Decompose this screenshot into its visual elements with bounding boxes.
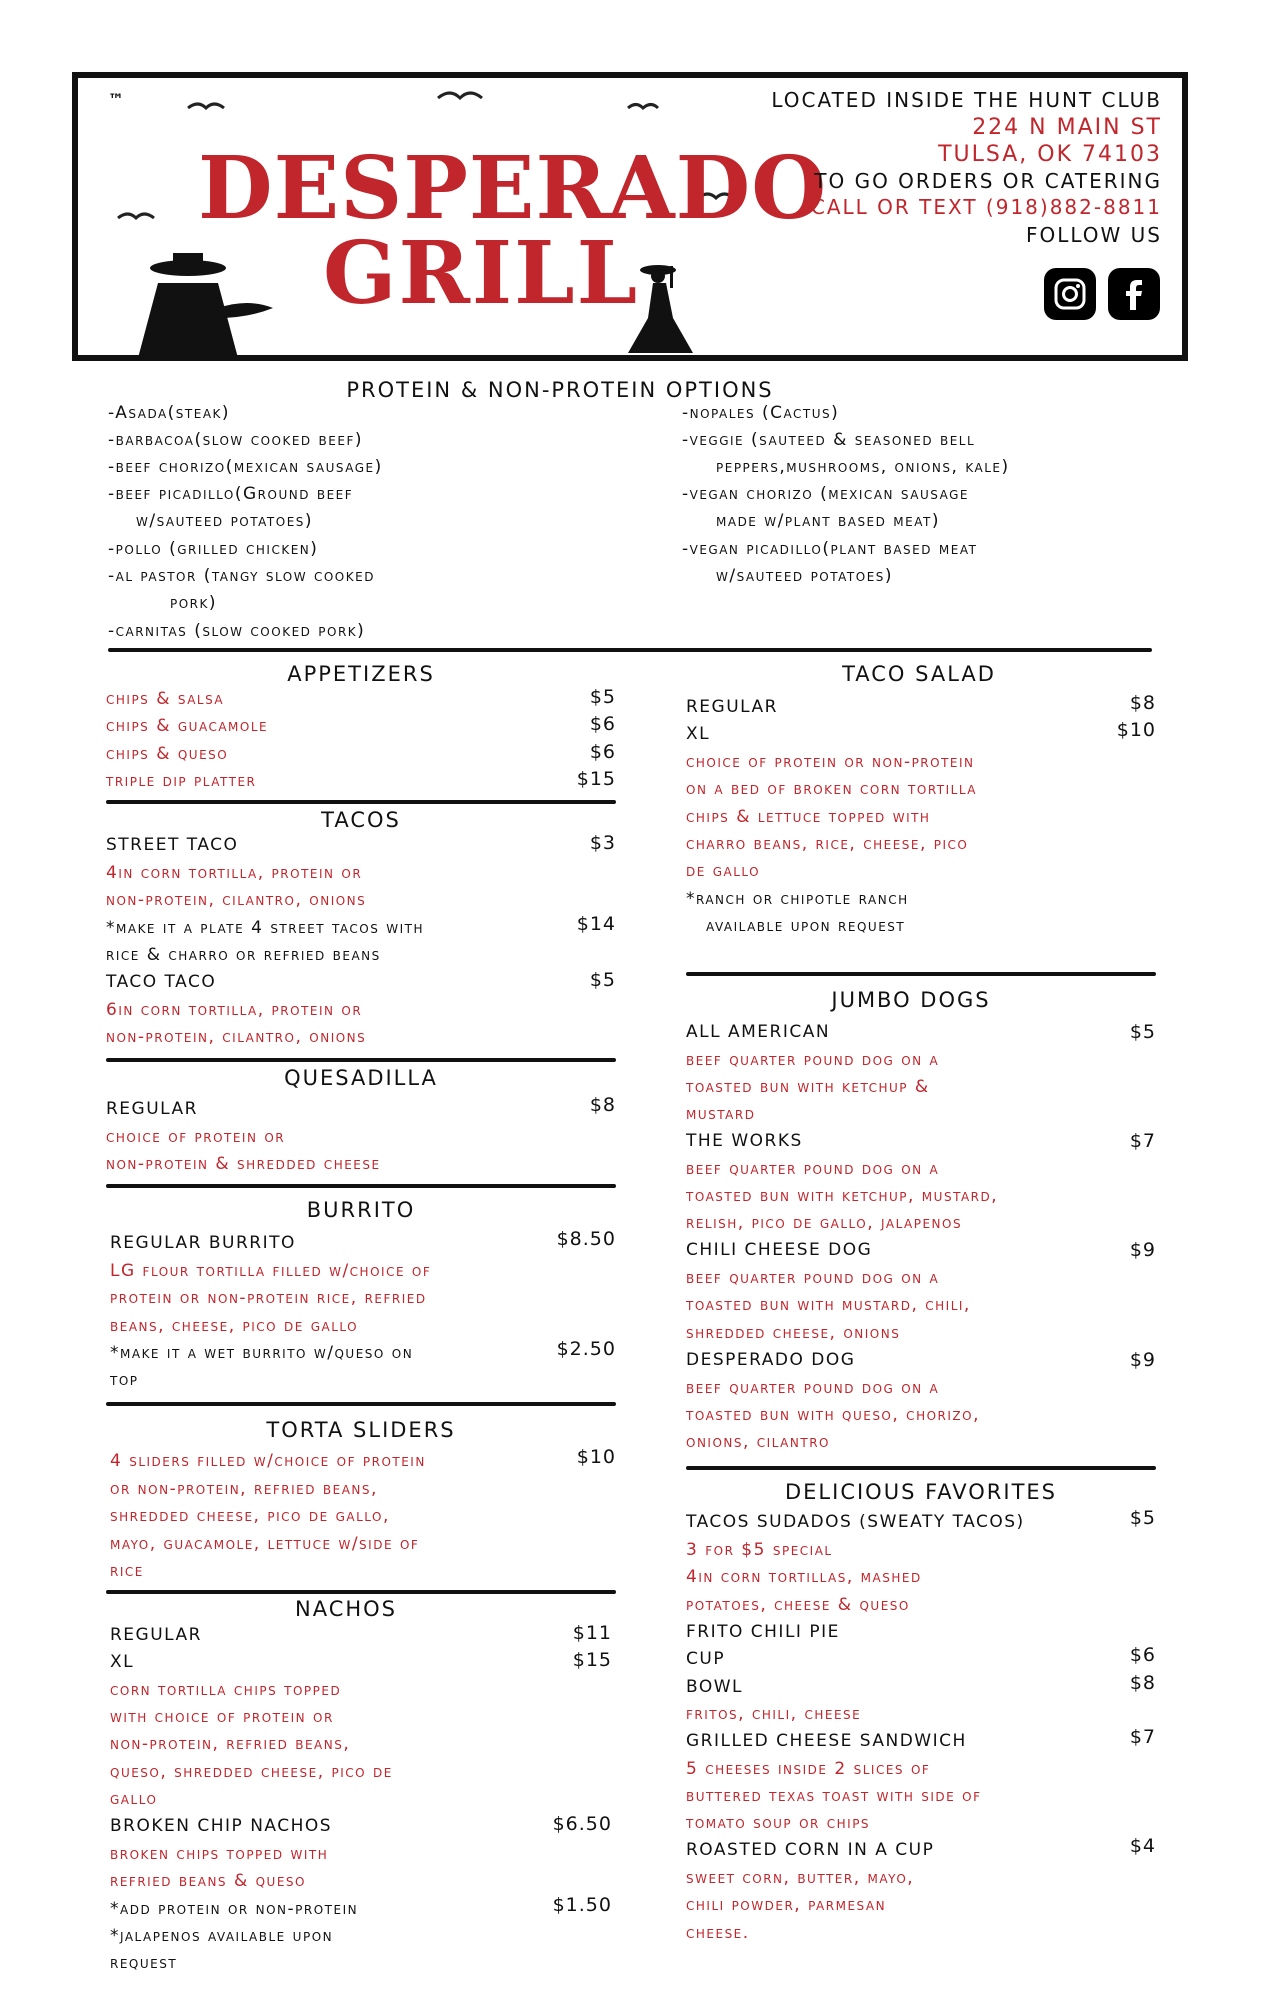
- taco-taco-desc: non-protein, cilantro, onions: [106, 1027, 367, 1047]
- taco-taco: TACO TACO: [106, 972, 217, 992]
- quesadilla-title: QUESADILLA: [284, 1066, 438, 1090]
- jalapeno-note: *jalapenos available upon: [110, 1926, 334, 1946]
- protein-item: w/sauteed potatoes): [716, 566, 894, 586]
- frito-cup-price: $6: [1129, 1644, 1156, 1666]
- nachos-regular-price: $11: [572, 1622, 612, 1644]
- phone-line[interactable]: CALL OR TEXT (918)882-8811: [810, 195, 1162, 219]
- burrito-title: BURRITO: [306, 1198, 416, 1222]
- dog-desc: toasted bun with mustard, chili,: [686, 1295, 971, 1315]
- torta-desc: or non-protein, refried beans,: [110, 1479, 378, 1499]
- logo-grill: GRILL: [323, 223, 640, 324]
- quesadilla-desc: non-protein & shredded cheese: [106, 1154, 381, 1174]
- dog-name: THE WORKS: [686, 1131, 803, 1151]
- dog-desc: beef quarter pound dog on a: [686, 1050, 940, 1070]
- logo-desperado: DESPERADO: [198, 138, 828, 239]
- quesadilla-price: $8: [589, 1094, 616, 1116]
- dog-desc: beef quarter pound dog on a: [686, 1268, 940, 1288]
- dog-name: DESPERADO DOG: [686, 1350, 856, 1370]
- taco-salad-xl-price: $10: [1116, 719, 1156, 741]
- taco-taco-price: $5: [589, 969, 616, 991]
- roasted-corn-desc: cheese.: [686, 1923, 750, 1943]
- taco-taco-desc: 6in corn tortilla, protein or: [106, 1000, 363, 1020]
- appetizer-item: chips & guacamole: [106, 716, 269, 736]
- plate-note: rice & charro or refried beans: [106, 945, 381, 965]
- taco-salad-desc: choice of protein or non-protein: [686, 752, 975, 772]
- dog-name: CHILI CHEESE DOG: [686, 1240, 873, 1260]
- nachos-desc: with choice of protein or: [110, 1707, 334, 1727]
- address-street: 224 N MAIN ST: [972, 115, 1162, 140]
- street-taco: STREET TACO: [106, 835, 239, 855]
- protein-item: w/sauteed potatoes): [136, 511, 314, 531]
- divider: [686, 1466, 1156, 1470]
- protein-item: -pollo (grilled chicken): [108, 539, 319, 559]
- torta-desc: mayo, guacamole, lettuce w/side of: [110, 1534, 420, 1554]
- divider: [108, 648, 1152, 652]
- plate-note: *make it a plate 4 street tacos with: [106, 918, 424, 938]
- protein-item: -carnitas (slow cooked pork): [108, 621, 366, 641]
- divider: [686, 972, 1156, 976]
- appetizer-price: $6: [589, 713, 616, 735]
- tacos-sudados-desc: 4in corn tortillas, mashed: [686, 1567, 922, 1587]
- protein-item: peppers,mushrooms, onions, kale): [716, 457, 1010, 477]
- dog-desc: toasted bun with queso, chorizo,: [686, 1405, 980, 1425]
- nachos-desc: corn tortilla chips topped: [110, 1680, 342, 1700]
- divider: [106, 1402, 616, 1406]
- appetizers-title: APPETIZERS: [287, 662, 435, 686]
- burrito-desc: protein or non-protein rice, refried: [110, 1288, 427, 1308]
- street-taco-desc: non-protein, cilantro, onions: [106, 890, 367, 910]
- address-city: TULSA, OK 74103: [938, 142, 1162, 167]
- protein-item: -nopales (Cactus): [682, 403, 840, 423]
- torta-desc: shredded cheese, pico de gallo,: [110, 1506, 390, 1526]
- dog-price: $9: [1129, 1239, 1156, 1261]
- cowboy-silhouette-icon: [118, 248, 278, 358]
- burrito-desc: LG flour tortilla filled w/choice of: [110, 1261, 432, 1281]
- wet-burrito-price: $2.50: [556, 1338, 616, 1360]
- nachos-xl: XL: [110, 1652, 135, 1672]
- roasted-corn-desc: sweet corn, butter, mayo,: [686, 1868, 915, 1888]
- divider: [106, 1184, 616, 1188]
- dog-desc: beef quarter pound dog on a: [686, 1378, 940, 1398]
- dog-desc: onions, cilantro: [686, 1432, 830, 1452]
- divider: [106, 1590, 616, 1594]
- wet-burrito: *make it a wet burrito w/queso on: [110, 1343, 414, 1363]
- grilled-cheese-desc: 5 cheeses inside 2 slices of: [686, 1759, 931, 1779]
- taco-salad-desc: de gallo: [686, 861, 761, 881]
- dog-desc: toasted bun with ketchup, mustard,: [686, 1186, 999, 1206]
- protein-item: -vegan picadillo(plant based meat: [682, 539, 978, 559]
- add-protein-price: $1.50: [552, 1894, 612, 1916]
- header-banner: [72, 72, 1188, 361]
- dog-desc: beef quarter pound dog on a: [686, 1159, 940, 1179]
- protein-item: -al pastor (tangy slow cooked: [108, 566, 375, 586]
- add-protein: *add protein or non-protein: [110, 1899, 359, 1919]
- torta-desc: 4 sliders filled w/choice of protein: [110, 1451, 426, 1471]
- nachos-desc: non-protein, refried beans,: [110, 1734, 351, 1754]
- frito-desc: fritos, chili, cheese: [686, 1704, 862, 1724]
- street-taco-desc: 4in corn tortilla, protein or: [106, 863, 363, 883]
- cowgirl-silhouette-icon: [618, 258, 698, 358]
- broken-chip-price: $6.50: [552, 1813, 612, 1835]
- protein-item: -veggie (sauteed & seasoned bell: [682, 430, 976, 450]
- frito-chili-pie: FRITO CHILI PIE: [686, 1622, 840, 1642]
- torta-desc: rice: [110, 1561, 144, 1581]
- favorites-title: DELICIOUS FAVORITES: [784, 1480, 1057, 1504]
- grilled-cheese-price: $7: [1129, 1726, 1156, 1748]
- frito-bowl: BOWL: [686, 1677, 744, 1697]
- dog-price: $7: [1129, 1130, 1156, 1152]
- plate-price: $14: [576, 913, 616, 935]
- appetizer-item: chips & salsa: [106, 689, 225, 709]
- taco-salad-desc: chips & lettuce topped with: [686, 807, 931, 827]
- venue-line: LOCATED INSIDE THE HUNT CLUB: [771, 88, 1162, 112]
- quesadilla-regular: REGULAR: [106, 1099, 198, 1119]
- facebook-icon[interactable]: [1108, 268, 1160, 320]
- roasted-corn-desc: chili powder, parmesan: [686, 1895, 887, 1915]
- appetizer-price: $5: [589, 686, 616, 708]
- dog-desc: toasted bun with ketchup &: [686, 1077, 930, 1097]
- orders-line: TO GO ORDERS OR CATERING: [814, 169, 1162, 193]
- roasted-corn-price: $4: [1129, 1835, 1156, 1857]
- divider: [106, 800, 616, 804]
- nachos-regular: REGULAR: [110, 1625, 202, 1645]
- dog-desc: shredded cheese, onions: [686, 1323, 901, 1343]
- tacos-sudados-desc: potatoes, cheese & queso: [686, 1595, 910, 1615]
- protein-item: -barbacoa(slow cooked beef): [108, 430, 363, 450]
- tacos-title: TACOS: [321, 808, 401, 832]
- nachos-xl-price: $15: [572, 1649, 612, 1671]
- taco-salad-regular: REGULAR: [686, 697, 778, 717]
- torta-price: $10: [576, 1446, 616, 1468]
- protein-item: -beef picadillo(Ground beef: [108, 484, 354, 504]
- instagram-icon[interactable]: [1044, 268, 1096, 320]
- roasted-corn: ROASTED CORN IN A CUP: [686, 1840, 935, 1860]
- protein-item: -beef chorizo(mexican sausage): [108, 457, 383, 477]
- taco-salad-xl: XL: [686, 724, 711, 744]
- divider: [106, 1058, 616, 1062]
- nachos-desc: queso, shredded cheese, pico de: [110, 1762, 393, 1782]
- taco-salad-desc: on a bed of broken corn tortilla: [686, 779, 978, 799]
- dog-desc: mustard: [686, 1104, 756, 1124]
- burrito-price: $8.50: [556, 1228, 616, 1250]
- frito-bowl-price: $8: [1129, 1672, 1156, 1694]
- grilled-cheese-desc: tomato soup or chips: [686, 1813, 871, 1833]
- jumbo-dogs-title: JUMBO DOGS: [831, 988, 991, 1012]
- burrito-desc: beans, cheese, pico de gallo: [110, 1316, 359, 1336]
- tacos-sudados: TACOS SUDADOS (SWEATY TACOS): [686, 1512, 1025, 1532]
- wet-burrito: top: [110, 1370, 139, 1390]
- tacos-sudados-price: $5: [1129, 1507, 1156, 1529]
- street-taco-price: $3: [589, 832, 616, 854]
- protein-item: made w/plant based meat): [716, 511, 940, 531]
- broken-chip-desc: refried beans & queso: [110, 1871, 306, 1891]
- taco-salad-title: TACO SALAD: [842, 662, 996, 686]
- protein-title: PROTEIN & NON-PROTEIN OPTIONS: [346, 378, 774, 402]
- dog-price: $5: [1129, 1021, 1156, 1043]
- protein-item: pork): [170, 593, 218, 613]
- nachos-title: NACHOS: [294, 1597, 398, 1621]
- dog-desc: relish, pico de gallo, jalapenos: [686, 1213, 963, 1233]
- follow-us: FOLLOW US: [1025, 223, 1162, 247]
- appetizer-item: triple dip platter: [106, 771, 257, 791]
- taco-salad-regular-price: $8: [1129, 692, 1156, 714]
- grilled-cheese: GRILLED CHEESE SANDWICH: [686, 1731, 967, 1751]
- torta-title: TORTA SLIDERS: [266, 1418, 456, 1442]
- protein-item: -Asada(steak): [108, 403, 231, 423]
- trademark: ™: [108, 90, 124, 109]
- broken-chip-desc: broken chips topped with: [110, 1844, 329, 1864]
- tacos-sudados-desc: 3 for $5 special: [686, 1540, 833, 1560]
- ranch-note: *ranch or chipotle ranch: [686, 889, 909, 909]
- protein-item: -vegan chorizo (mexican sausage: [682, 484, 969, 504]
- appetizer-price: $6: [589, 741, 616, 763]
- dog-name: ALL AMERICAN: [686, 1022, 831, 1042]
- appetizer-price: $15: [576, 768, 616, 790]
- dog-price: $9: [1129, 1349, 1156, 1371]
- nachos-desc: gallo: [110, 1789, 158, 1809]
- quesadilla-desc: choice of protein or: [106, 1127, 286, 1147]
- frito-cup: CUP: [686, 1649, 726, 1669]
- taco-salad-desc: charro beans, rice, cheese, pico: [686, 834, 969, 854]
- ranch-note: available upon request: [706, 916, 906, 936]
- broken-chip-nachos: BROKEN CHIP NACHOS: [110, 1816, 333, 1836]
- appetizer-item: chips & queso: [106, 744, 229, 764]
- jalapeno-note: request: [110, 1953, 178, 1973]
- grilled-cheese-desc: buttered texas toast with side of: [686, 1786, 982, 1806]
- burrito-regular: REGULAR BURRITO: [110, 1233, 296, 1253]
